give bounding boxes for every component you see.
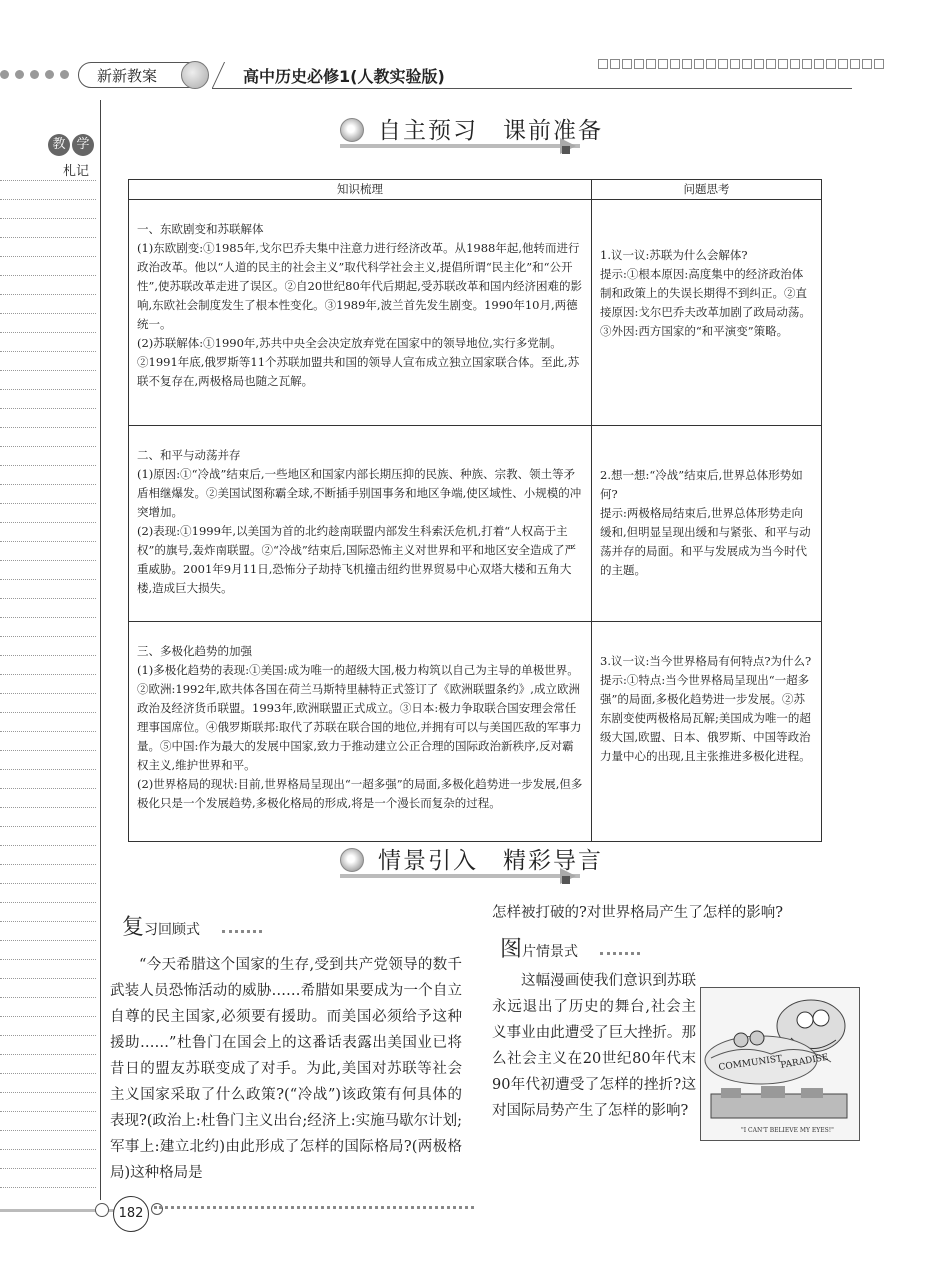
header-divider xyxy=(212,62,225,88)
note-line xyxy=(0,788,96,789)
note-line xyxy=(0,256,96,257)
bulb-icon xyxy=(340,118,364,142)
note-line xyxy=(0,921,96,922)
section-heading-preview xyxy=(340,108,610,154)
note-line xyxy=(0,389,96,390)
question-cell xyxy=(592,426,822,622)
table-row xyxy=(129,622,822,842)
note-line xyxy=(0,199,96,200)
note-line xyxy=(0,294,96,295)
review-paragraph: “今天希腊这个国家的生存,受到共产党领导的数千武装人员恐怖活动的威胁……希腊如果要成为一个自立自尊的民主国家,必须要有援助。而美国必须给予这种援助……”杜鲁门在国会上的这番话表露出美国业已将昔日的盟友苏联变成了对手。为此,美国对苏联等社会主义国家采取了什么政策?(“冷战”)该政策有何具体的表现?(政治上:杜鲁门主义出台;经济上:实施马歇尔计划;军事上:建立北约)由此形成了怎样的国际格局?(两极格局)这种格局是 xyxy=(110,957,462,1181)
row-paragraph: (2)苏联解体:①1990年,苏共中央全会决定放弃党在国家中的领导地位,实行多党制。②1991年底,俄罗斯等11个苏联加盟共和国的领导人宣布成立独立国家联合体。至此,苏联不复存在,两极格局也随之瓦解。 xyxy=(137,336,580,388)
series-label: 新新教案 xyxy=(78,62,208,88)
hint: 提示:①根本原因:高度集中的经济政治体制和政策上的失误长期得不到纠正。②直接原因:戈尔巴乔夫改革加剧了政局动荡。③外因:西方国家的“和平演变”策略。 xyxy=(600,267,811,338)
row-paragraph: (1)原因:①“冷战”结束后,一些地区和国家内部长期压抑的民族、种族、宗教、领土等矛盾相继爆发。②美国试图称霸全球,不断插手别国事务和地区争端,使区域性、小规模的冲突增加。 xyxy=(137,467,582,519)
note-line xyxy=(0,997,96,998)
note-line xyxy=(0,351,96,352)
knowledge-cell xyxy=(129,426,592,622)
question: 3.议一议:当今世界格局有何特点?为什么? xyxy=(600,654,812,668)
book-subtitle: 高中历史必修1(人教实验版) xyxy=(243,67,445,86)
note-line xyxy=(0,712,96,713)
footer-dots xyxy=(154,1206,474,1209)
note-line xyxy=(0,731,96,732)
row-heading: 一、东欧剧变和苏联解体 xyxy=(137,222,264,236)
question-cell xyxy=(592,622,822,842)
note-line xyxy=(0,959,96,960)
tag-label: 片情景式 xyxy=(522,944,579,960)
note-line xyxy=(0,1035,96,1036)
row-paragraph: (1)东欧剧变:①1985年,戈尔巴乔夫集中注意力进行经济改革。从1988年起,他转而进行政治改革。他以“人道的民主的社会主义”取代科学社会主义,提倡所谓“民主化”和“公开性”,使苏联改革走进了误区。②自20世纪80年代后期起,受苏联改革和国内经济困难的影响,东欧社会制度发生了根本性变化。③1989年,波兰首先发生剧变。1990年10月,两德统一。 xyxy=(137,241,582,331)
picture-paragraph: 这幅漫画使我们意识到苏联永远退出了历史的舞台,社会主义事业由此遭受了巨大挫折。那么社会主义在20世纪80年代末90年代初遭受了怎样的挫折?这对国际局势产生了怎样的影响? xyxy=(492,973,696,1119)
note-line xyxy=(0,845,96,846)
row-paragraph: (2)表现:①1999年,以美国为首的北约趁南联盟内部发生科索沃危机,打着“人权高于主权”的旗号,轰炸南联盟。②“冷战”结束后,国际恐怖主义对世界和平和地区安全造成了严重威胁。2001年9月11日,恐怖分子劫持飞机撞击纽约世界贸易中心双塔大楼和五角大楼,造成巨大损失。 xyxy=(137,524,576,595)
note-line xyxy=(0,218,96,219)
note-line xyxy=(0,940,96,941)
note-line xyxy=(0,693,96,694)
section-title: 情景引入 精彩导言 xyxy=(378,848,603,874)
note-line xyxy=(0,1016,96,1017)
tag-label: 习回顾式 xyxy=(144,922,201,938)
note-line xyxy=(0,807,96,808)
note-line xyxy=(0,332,96,333)
table-header-right: 问题思考 xyxy=(592,180,822,200)
question: 2.想一想:“冷战”结束后,世界总体形势如何? xyxy=(600,468,803,501)
note-line xyxy=(0,503,96,504)
picture-tag xyxy=(500,932,650,962)
question: 1.议一议:苏联为什么会解体? xyxy=(600,248,748,262)
note-line xyxy=(0,180,96,181)
note-line xyxy=(0,1092,96,1093)
note-line xyxy=(0,427,96,428)
bulb-icon xyxy=(340,848,364,872)
note-line xyxy=(0,978,96,979)
row-heading: 三、多极化趋势的加强 xyxy=(137,644,252,658)
note-line xyxy=(0,446,96,447)
note-line xyxy=(0,465,96,466)
knowledge-cell xyxy=(129,200,592,426)
margin-char-xue: 学 xyxy=(72,134,94,156)
footer-circle xyxy=(151,1203,163,1215)
page-number: 182 xyxy=(113,1196,149,1232)
header-box-row xyxy=(598,59,884,69)
note-line xyxy=(0,598,96,599)
knowledge-table xyxy=(128,179,822,842)
note-line xyxy=(0,1149,96,1150)
note-line xyxy=(0,1130,96,1131)
tag-initial: 复 xyxy=(122,915,145,940)
note-line xyxy=(0,826,96,827)
hint: 提示:两极格局结束后,世界总体形势走向缓和,但明显呈现出缓和与紧张、和平与动荡并存的局面。和平与发展成为当今时代的主题。 xyxy=(600,506,811,577)
note-line xyxy=(0,636,96,637)
cartoon-drawing xyxy=(701,988,859,1140)
note-lines xyxy=(0,180,96,1230)
note-line xyxy=(0,408,96,409)
note-line xyxy=(0,1111,96,1112)
note-line xyxy=(0,275,96,276)
note-line xyxy=(0,1054,96,1055)
note-line xyxy=(0,750,96,751)
cartoon-caption: "I CAN'T BELIEVE MY EYES!" xyxy=(741,1127,834,1134)
note-line xyxy=(0,313,96,314)
margin-char-jiao: 教 xyxy=(48,134,70,156)
margin-divider xyxy=(100,100,101,1200)
note-line xyxy=(0,902,96,903)
cartoon-banner: COMMUNIST xyxy=(718,1054,783,1073)
question-cell xyxy=(592,200,822,426)
note-line xyxy=(0,541,96,542)
knowledge-cell xyxy=(129,622,592,842)
table-row xyxy=(129,200,822,426)
footer-circle xyxy=(95,1203,109,1217)
row-heading: 二、和平与动荡并存 xyxy=(137,448,241,462)
note-line xyxy=(0,237,96,238)
note-line xyxy=(0,579,96,580)
hint: 提示:①特点:当今世界格局呈现出“一超多强”的局面,多极化趋势进一步发展。②苏东剧变使两极格局瓦解;美国成为唯一的超级大国,欧盟、日本、俄罗斯、中国等政治力量中心的出现,且主张推进多极化进程。 xyxy=(600,673,811,763)
note-line xyxy=(0,522,96,523)
note-line xyxy=(0,484,96,485)
svg-text:PARADISE: PARADISE xyxy=(779,1052,830,1071)
row-paragraph: (2)世界格局的现状:目前,世界格局呈现出“一超多强”的局面,多极化趋势进一步发展,但多极化只是一个发展趋势,多极化格局的形成,将是一个漫长而复杂的过程。 xyxy=(137,777,583,810)
note-line xyxy=(0,883,96,884)
note-line xyxy=(0,769,96,770)
section-heading-intro xyxy=(340,838,610,884)
note-line xyxy=(0,1187,96,1188)
row-paragraph: (1)多极化趋势的表现:①美国:成为唯一的超级大国,极力构筑以自己为主导的单极世界。②欧洲:1992年,欧共体各国在荷兰马斯特里赫特正式签订了《欧洲联盟条约》,成立欧洲政治及经济货币联盟。1993年,欧洲联盟正式成立。③日本:极力争取联合国安理会常任理事国席位。④俄罗斯联邦:取代了苏联在联合国的地位,并拥有可以与美国匹敌的军事力量。⑤中国:作为最大的发展中国家,致力于推动建立公正合理的国际政治新秩序,反对霸权主义,维护世界和平。 xyxy=(137,663,582,772)
header-dots xyxy=(0,70,69,79)
table-header-left: 知识梳理 xyxy=(129,180,592,200)
review-tag xyxy=(122,910,272,940)
note-line xyxy=(0,1168,96,1169)
note-line xyxy=(0,655,96,656)
note-line xyxy=(0,560,96,561)
table-row xyxy=(129,426,822,622)
note-line xyxy=(0,1073,96,1074)
note-line xyxy=(0,617,96,618)
section-title: 自主预习 课前准备 xyxy=(378,118,603,144)
note-line xyxy=(0,370,96,371)
note-line xyxy=(0,674,96,675)
right-top-text: 怎样被打破的?对世界格局产生了怎样的影响? xyxy=(492,905,784,921)
header-rule xyxy=(212,88,852,89)
margin-label: 札记 xyxy=(63,164,90,179)
political-cartoon xyxy=(700,987,860,1141)
tag-initial: 图 xyxy=(500,937,523,962)
note-line xyxy=(0,864,96,865)
